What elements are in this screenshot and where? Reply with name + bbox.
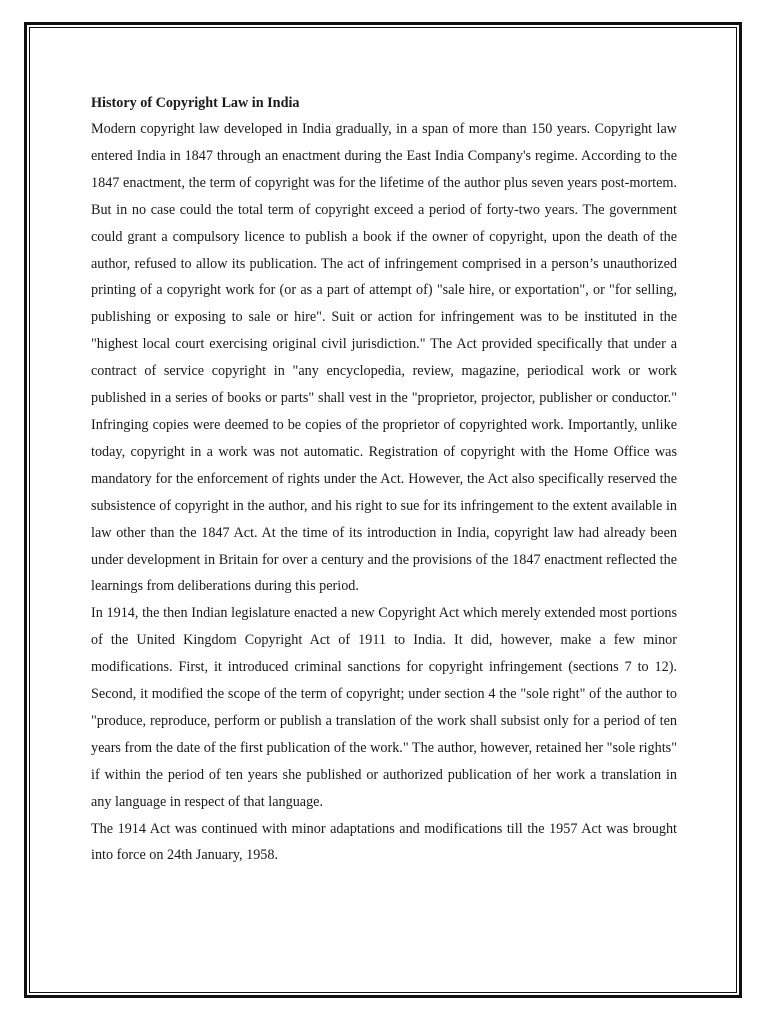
- paragraph-1914-act: In 1914, the then Indian legislature enacted a new Copyright Act which merely extended most portions of the United Kingdom Copyright Act of 1911 to India. It did, however, make a few minor modifications. First, it introduced criminal sanctions for copyright infringement (sections 7 to 12). Second, it modified the scope of the term of copyright; under section 4 the "sole right" of the author to "produce, reproduce, perform or publish a translation of the work shall subsist only for a period of ten years from the date of the first publication of the work." The author, however, retained her "sole rights" if within the period of ten years she published or authorized publication of her work a translation in any language in respect of that language.: [91, 605, 677, 810]
- paragraph-1847-act: Modern copyright law developed in India gradually, in a span of more than 150 years. Copyright law entered India in 1847 through an enactment during the East India Company's regime. According to the 1847 enactment, the term of copyright was for the lifetime of the author plus seven years post-mortem. But in no case could the total term of copyright exceed a period of forty-two years. The government could grant a compulsory licence to publish a book if the owner of copyright, upon the death of the author, refused to allow its publication. The act of infringement comprised in a person’s unauthorized printing of a copyright work for (or as a part of attempt of) "sale hire, or exportation", or "for selling, publishing or exposing to sale or hire". Suit or action for infringement was to be instituted in the "highest local court exercising original civil jurisdiction." The Act provided specifically that under a contract of service copyright in "any encyclopedia, review, magazine, periodical work or work published in a series of books or parts" shall vest in the "proprietor, projector, publisher or conductor." Infringing copies were deemed to be copies of the proprietor of copyrighted work. Importantly, unlike today, copyright in a work was not automatic. Registration of copyright with the Home Office was mandatory for the enforcement of rights under the Act. However, the Act also specifically reserved the subsistence of copyright in the author, and his right to sue for its infringement to the extent available in law other than the 1847 Act. At the time of its introduction in India, copyright law had already been under development in Britain for over a century and the provisions of the 1847 enactment reflected the learnings from deliberations during this period.: [91, 121, 677, 595]
- paragraph-1957-act: The 1914 Act was continued with minor adaptations and modifications till the 1957 Act was brought into force on 24th January, 1958.: [91, 820, 677, 864]
- document-title: History of Copyright Law in India: [91, 95, 300, 111]
- document-body: [91, 93, 677, 869]
